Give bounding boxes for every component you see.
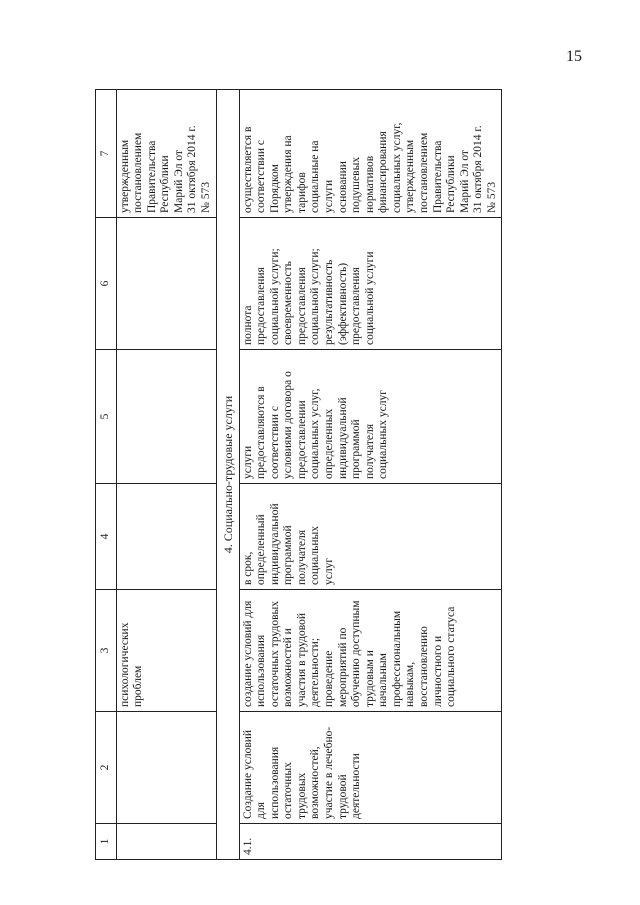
header-cell-1: 1 bbox=[96, 824, 117, 860]
row-4-1-col5: услуги предоставляются в соответствии с условиями договора о предоставлении социальных услуг, определенных индивидуальной программой получателя социальных услуг bbox=[239, 350, 502, 484]
header-cell-7: 7 bbox=[96, 90, 117, 218]
header-cell-4: 4 bbox=[96, 484, 117, 590]
row-4-1-col6: полнота предоставления социальной услуги; своевременность предоставления социальной услуги; результативность (эффективность) предоставления социальной услуги bbox=[239, 218, 502, 350]
header-cell-3: 3 bbox=[96, 590, 117, 712]
header-cell-6: 6 bbox=[96, 218, 117, 350]
row-4-1-col7: осуществляется в соответствии с Порядком утверждения на тарифов социальные на услуги основании подушевых нормативов финансирования социальных услуг, утвержденным постановлением Правительства Республики Марий Эл от 31 октября 2014 г. № 573 bbox=[239, 90, 502, 218]
page-number: 15 bbox=[566, 48, 582, 65]
row-4-1-col2: Создание условий для использования остаточных трудовых возможностей, участие в лечебно- трудовой деятельности bbox=[239, 712, 502, 824]
row-4-1-col3: создание условий для использования остаточных трудовых возможностей и участия в трудовой деятельности; проведение мероприятий по обучению доступным трудовым и начальным профессиональным навыкам, восстановлению личностного и социального статуса bbox=[239, 590, 502, 712]
header-row bbox=[96, 90, 117, 860]
table-row bbox=[116, 90, 216, 860]
header-cell-2: 2 bbox=[96, 712, 117, 824]
services-table bbox=[95, 89, 502, 860]
row-4-1-col4: в срок, определенный индивидуальной программой получателя социальных услуг bbox=[239, 484, 502, 590]
section-title: 4. Социально-трудовые услуги bbox=[216, 90, 239, 860]
rotated-table-page bbox=[95, 90, 565, 860]
header-cell-5: 5 bbox=[96, 350, 117, 484]
table-row bbox=[239, 90, 502, 860]
row-number: 4.1. bbox=[239, 824, 502, 860]
top-row-col7: утвержденным постановлением Правительства Республики Марий Эл от 31 октября 2014 г. № 573 bbox=[116, 90, 216, 218]
section-row bbox=[216, 90, 239, 860]
top-row-col3: психологических проблем bbox=[116, 590, 216, 712]
